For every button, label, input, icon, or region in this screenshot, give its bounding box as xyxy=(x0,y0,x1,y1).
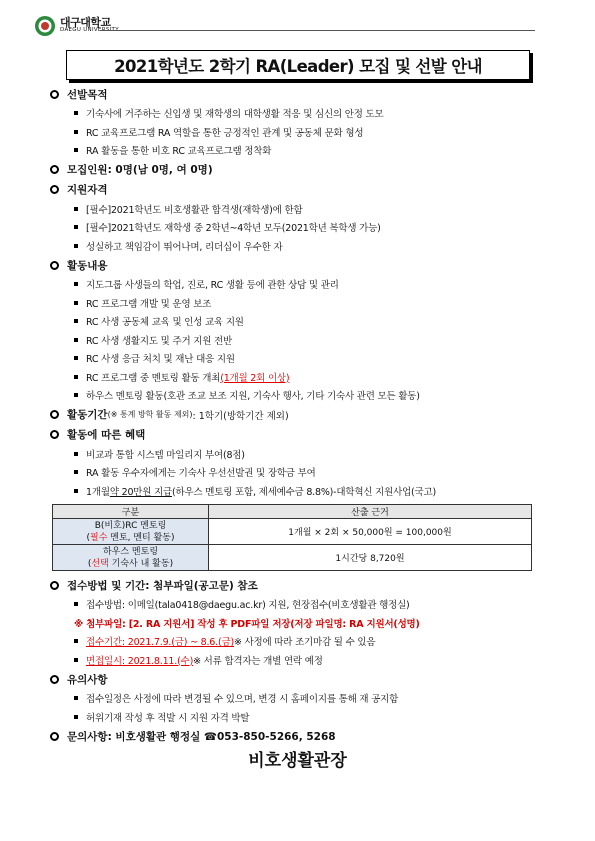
square-bullet-icon xyxy=(74,696,78,700)
contact-text: 문의사항: 비호생활관 행정실 ☎053-850-5266, 5268 xyxy=(67,730,336,743)
square-bullet-icon xyxy=(74,148,78,152)
table-row xyxy=(53,519,532,545)
list-item: 성실하고 책임감이 뛰어나며, 리더십이 우수한 자 xyxy=(74,237,554,256)
section-qualification xyxy=(44,180,554,200)
list-item: RA 활동 우수자에게는 기숙사 우선선발권 및 장학금 부여 xyxy=(74,463,554,482)
list-item-mentoring: RC 프로그램 중 멘토링 활동 개최 (1개월 2회 이상) xyxy=(74,368,554,387)
table-header-row xyxy=(53,505,532,519)
list-item-interview: 면접일시: 2021.8.11.(수) ※ 서류 합격자는 개별 연락 예정 xyxy=(74,651,554,670)
list-item: RC 사생 응급 처치 및 재난 대응 지원 xyxy=(74,349,554,368)
square-bullet-icon xyxy=(74,207,78,211)
square-bullet-icon xyxy=(74,393,78,397)
section-heading: 활동기간 xyxy=(67,409,108,421)
section-heading: 활동에 따른 혜택 xyxy=(67,429,146,441)
list-item: RC 사생 생활지도 및 주거 지원 전반 xyxy=(74,331,554,350)
table-cell: 1시간당 8,720원 xyxy=(209,545,532,571)
square-bullet-icon xyxy=(74,319,78,323)
pay-amount: 약 20만원 지급 xyxy=(109,486,173,498)
section-recruit xyxy=(44,160,554,180)
section-heading: 모집인원: 0명(남 0명, 여 0명) xyxy=(67,164,213,176)
section-notes xyxy=(44,669,554,689)
list-item: 하우스 멘토링 활동(호관 조교 보조 지원, 기숙사 행사, 기타 기숙사 관련 모든 활동) xyxy=(74,386,554,405)
pay-table xyxy=(52,504,532,571)
table-header: 산출 근거 xyxy=(209,505,532,519)
square-bullet-icon xyxy=(74,282,78,286)
list-item: RA 활동을 통한 비호 RC 교육프로그램 정착화 xyxy=(74,141,554,160)
table-header: 구분 xyxy=(53,505,209,519)
section-benefits xyxy=(44,425,554,445)
square-bullet-icon xyxy=(74,301,78,305)
section-heading: 지원자격 xyxy=(67,184,108,196)
section-contact xyxy=(44,726,554,746)
page-title: 2021학년도 2학기 RA(Leader) 모집 및 선발 안내 xyxy=(114,57,482,76)
ring-bullet-icon xyxy=(50,185,59,194)
university-logo xyxy=(34,14,154,38)
list-item: [필수]2021학년도 비호생활관 합격생(재학생)에 한함 xyxy=(74,200,554,219)
table-cell: 1개월 × 2회 × 50,000원 = 100,000원 xyxy=(209,519,532,545)
university-emblem-icon xyxy=(34,15,56,37)
ring-bullet-icon xyxy=(50,581,59,590)
notice-body xyxy=(44,84,554,746)
list-item: RC 사생 공동체 교육 및 인성 교육 지원 xyxy=(74,312,554,331)
square-bullet-icon xyxy=(74,658,78,662)
university-name: 대구대학교 xyxy=(60,16,111,29)
square-bullet-icon xyxy=(74,602,78,606)
attachment-note: ※ 첨부파일: [2. RA 지원서] 작성 후 PDF파일 저장(저장 파일명: RA 지원서(성명) xyxy=(74,618,420,630)
table-row xyxy=(53,545,532,571)
ring-bullet-icon xyxy=(50,261,59,270)
list-item-period: 접수기간: 2021.7.9.(금) ~ 8.6.(금) ※ 사정에 따라 조기마감 될 수 있음 xyxy=(74,632,554,651)
square-bullet-icon xyxy=(74,356,78,360)
list-item: 접수일정은 사정에 따라 변경될 수 있으며, 변경 시 홈페이지를 통해 재 공지함 xyxy=(74,689,554,708)
section-heading: 활동내용 xyxy=(67,259,108,272)
title-box xyxy=(66,50,530,80)
section-application xyxy=(44,575,554,595)
ring-bullet-icon xyxy=(50,90,59,99)
table-cell: 하우스 멘토링 (선택 기숙사 내 활동) xyxy=(53,545,209,571)
university-name-en: DAEGU UNIVERSITY xyxy=(60,27,119,33)
square-bullet-icon xyxy=(74,244,78,248)
section-period xyxy=(44,405,554,425)
section-heading: 접수방법 및 기간: 첨부파일(공고문) 참조 xyxy=(67,579,258,592)
list-item: 비교과 통합 시스템 마일리지 부여(8점) xyxy=(74,445,554,464)
ring-bullet-icon xyxy=(50,165,59,174)
square-bullet-icon xyxy=(74,225,78,229)
section-purpose xyxy=(44,84,554,104)
section-activities xyxy=(44,255,554,275)
list-item: 지도그룹 사생들의 학업, 진로, RC 생활 등에 관한 상담 및 관리 xyxy=(74,275,554,294)
signature: 비호생활관장 xyxy=(248,751,347,771)
list-item: 기숙사에 거주하는 신입생 및 재학생의 대학생활 적응 및 심신의 안정 도모 xyxy=(74,104,554,123)
section-heading: 유의사항 xyxy=(67,673,108,686)
ring-bullet-icon xyxy=(50,675,59,684)
period-value: : 1학기(방학기간 제외) xyxy=(192,410,289,422)
square-bullet-icon xyxy=(74,489,78,493)
ring-bullet-icon xyxy=(50,410,59,419)
list-item: RC 교육프로그램 RA 역할을 통한 긍정적인 관계 및 공동체 문화 형성 xyxy=(74,123,554,142)
square-bullet-icon xyxy=(74,111,78,115)
square-bullet-icon xyxy=(74,130,78,134)
ring-bullet-icon xyxy=(50,430,59,439)
list-item: [필수]2021학년도 재학생 중 2학년~4학년 모두(2021학년 복학생 가능) xyxy=(74,218,554,237)
list-item: RC 프로그램 개발 및 운영 보조 xyxy=(74,294,554,313)
section-heading: 선발목적 xyxy=(67,88,108,101)
header-rule xyxy=(100,30,535,31)
mentoring-frequency: (1개월 2회 이상) xyxy=(220,372,290,384)
ring-bullet-icon xyxy=(50,732,59,741)
square-bullet-icon xyxy=(74,375,78,379)
square-bullet-icon xyxy=(74,452,78,456)
list-item: 허위기재 작성 후 적발 시 지원 자격 박탈 xyxy=(74,708,554,727)
square-bullet-icon xyxy=(74,715,78,719)
list-item: 접수방법: 이메일(tala0418@daegu.ac.kr) 지원, 현장접수(비호생활관 행정실) xyxy=(74,595,554,614)
square-bullet-icon xyxy=(74,639,78,643)
period-note: (※ 통계 방학 활동 제외) xyxy=(107,410,193,419)
list-item-pay: 1개월 약 20만원 지급 (하우스 멘토링 포함, 제세예수금 8.8%)-대학혁신 지원사업(국고) xyxy=(74,482,554,501)
table-cell: B(비호)RC 멘토링 (필수 멘토, 멘티 활동) xyxy=(53,519,209,545)
square-bullet-icon xyxy=(74,338,78,342)
square-bullet-icon xyxy=(74,470,78,474)
